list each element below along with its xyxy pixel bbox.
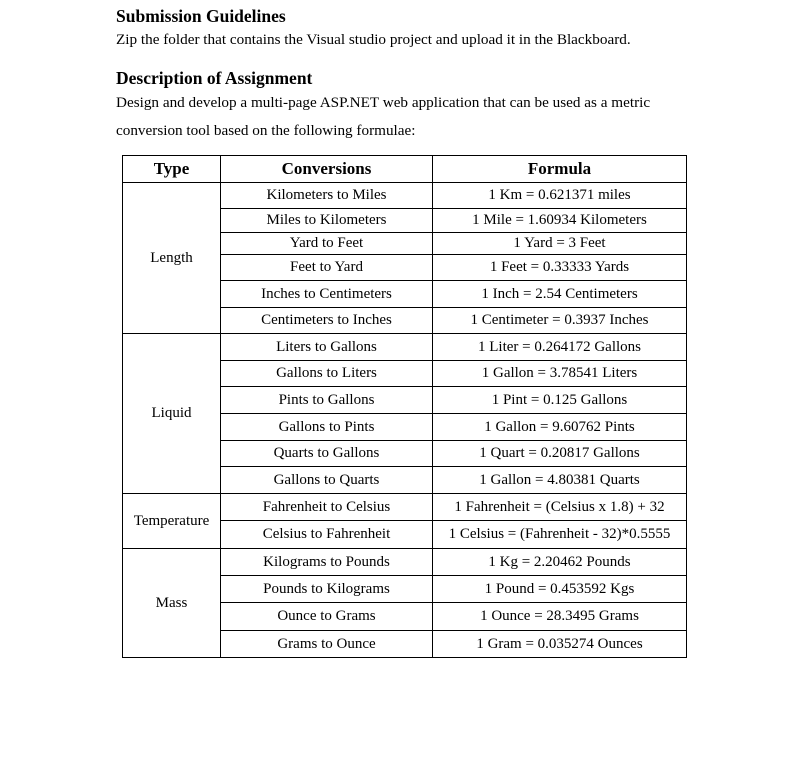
formula-cell: 1 Gallon = 3.78541 Liters [433,361,687,387]
conversion-cell: Gallons to Liters [221,361,433,387]
table-row [123,334,687,361]
conversion-cell: Miles to Kilometers [221,209,433,233]
type-cell: Liquid [123,334,221,494]
conversion-cell: Fahrenheit to Celsius [221,494,433,521]
conversion-cell: Quarts to Gallons [221,441,433,467]
type-cell: Mass [123,549,221,658]
formula-cell: 1 Gram = 0.035274 Ounces [433,631,687,658]
table-row [123,183,687,209]
conversion-table [122,155,687,658]
conversion-cell: Kilometers to Miles [221,183,433,209]
formula-cell: 1 Pound = 0.453592 Kgs [433,576,687,603]
conversion-cell: Centimeters to Inches [221,308,433,334]
conversion-cell: Pounds to Kilograms [221,576,433,603]
formula-cell: 1 Centimeter = 0.3937 Inches [433,308,687,334]
description-heading: Description of Assignment [116,68,313,88]
formula-cell: 1 Yard = 3 Feet [433,233,687,255]
formula-cell: 1 Feet = 0.33333 Yards [433,255,687,281]
conversion-cell: Gallons to Quarts [221,467,433,494]
conversion-cell: Inches to Centimeters [221,281,433,308]
table-row [123,494,687,521]
type-cell: Length [123,183,221,334]
table-row [123,549,687,576]
conversion-cell: Celsius to Fahrenheit [221,521,433,549]
formula-cell: 1 Mile = 1.60934 Kilometers [433,209,687,233]
formula-cell: 1 Quart = 0.20817 Gallons [433,441,687,467]
conversion-cell: Liters to Gallons [221,334,433,361]
type-cell: Temperature [123,494,221,549]
formula-cell: 1 Celsius = (Fahrenheit - 32)*0.5555 [433,521,687,549]
conversion-cell: Gallons to Pints [221,414,433,441]
header-formula: Formula [433,156,687,183]
formula-cell: 1 Gallon = 4.80381 Quarts [433,467,687,494]
description-text-line1: Design and develop a multi-page ASP.NET web application that can be used as a metric [116,94,651,111]
formula-cell: 1 Liter = 0.264172 Gallons [433,334,687,361]
formula-cell: 1 Pint = 0.125 Gallons [433,387,687,414]
table-header-row [123,156,687,183]
formula-cell: 1 Kg = 2.20462 Pounds [433,549,687,576]
formula-cell: 1 Gallon = 9.60762 Pints [433,414,687,441]
formula-cell: 1 Fahrenheit = (Celsius x 1.8) + 32 [433,494,687,521]
header-conversions: Conversions [221,156,433,183]
formula-cell: 1 Km = 0.621371 miles [433,183,687,209]
conversion-cell: Pints to Gallons [221,387,433,414]
conversion-cell: Ounce to Grams [221,603,433,631]
conversion-cell: Kilograms to Pounds [221,549,433,576]
submission-heading: Submission Guidelines [116,6,286,26]
conversion-cell: Grams to Ounce [221,631,433,658]
conversion-cell: Feet to Yard [221,255,433,281]
formula-cell: 1 Inch = 2.54 Centimeters [433,281,687,308]
description-text-line2: conversion tool based on the following formulae: [116,122,416,139]
formula-cell: 1 Ounce = 28.3495 Grams [433,603,687,631]
submission-text: Zip the folder that contains the Visual studio project and upload it in the Blackboard. [116,31,631,48]
conversion-cell: Yard to Feet [221,233,433,255]
header-type: Type [123,156,221,183]
